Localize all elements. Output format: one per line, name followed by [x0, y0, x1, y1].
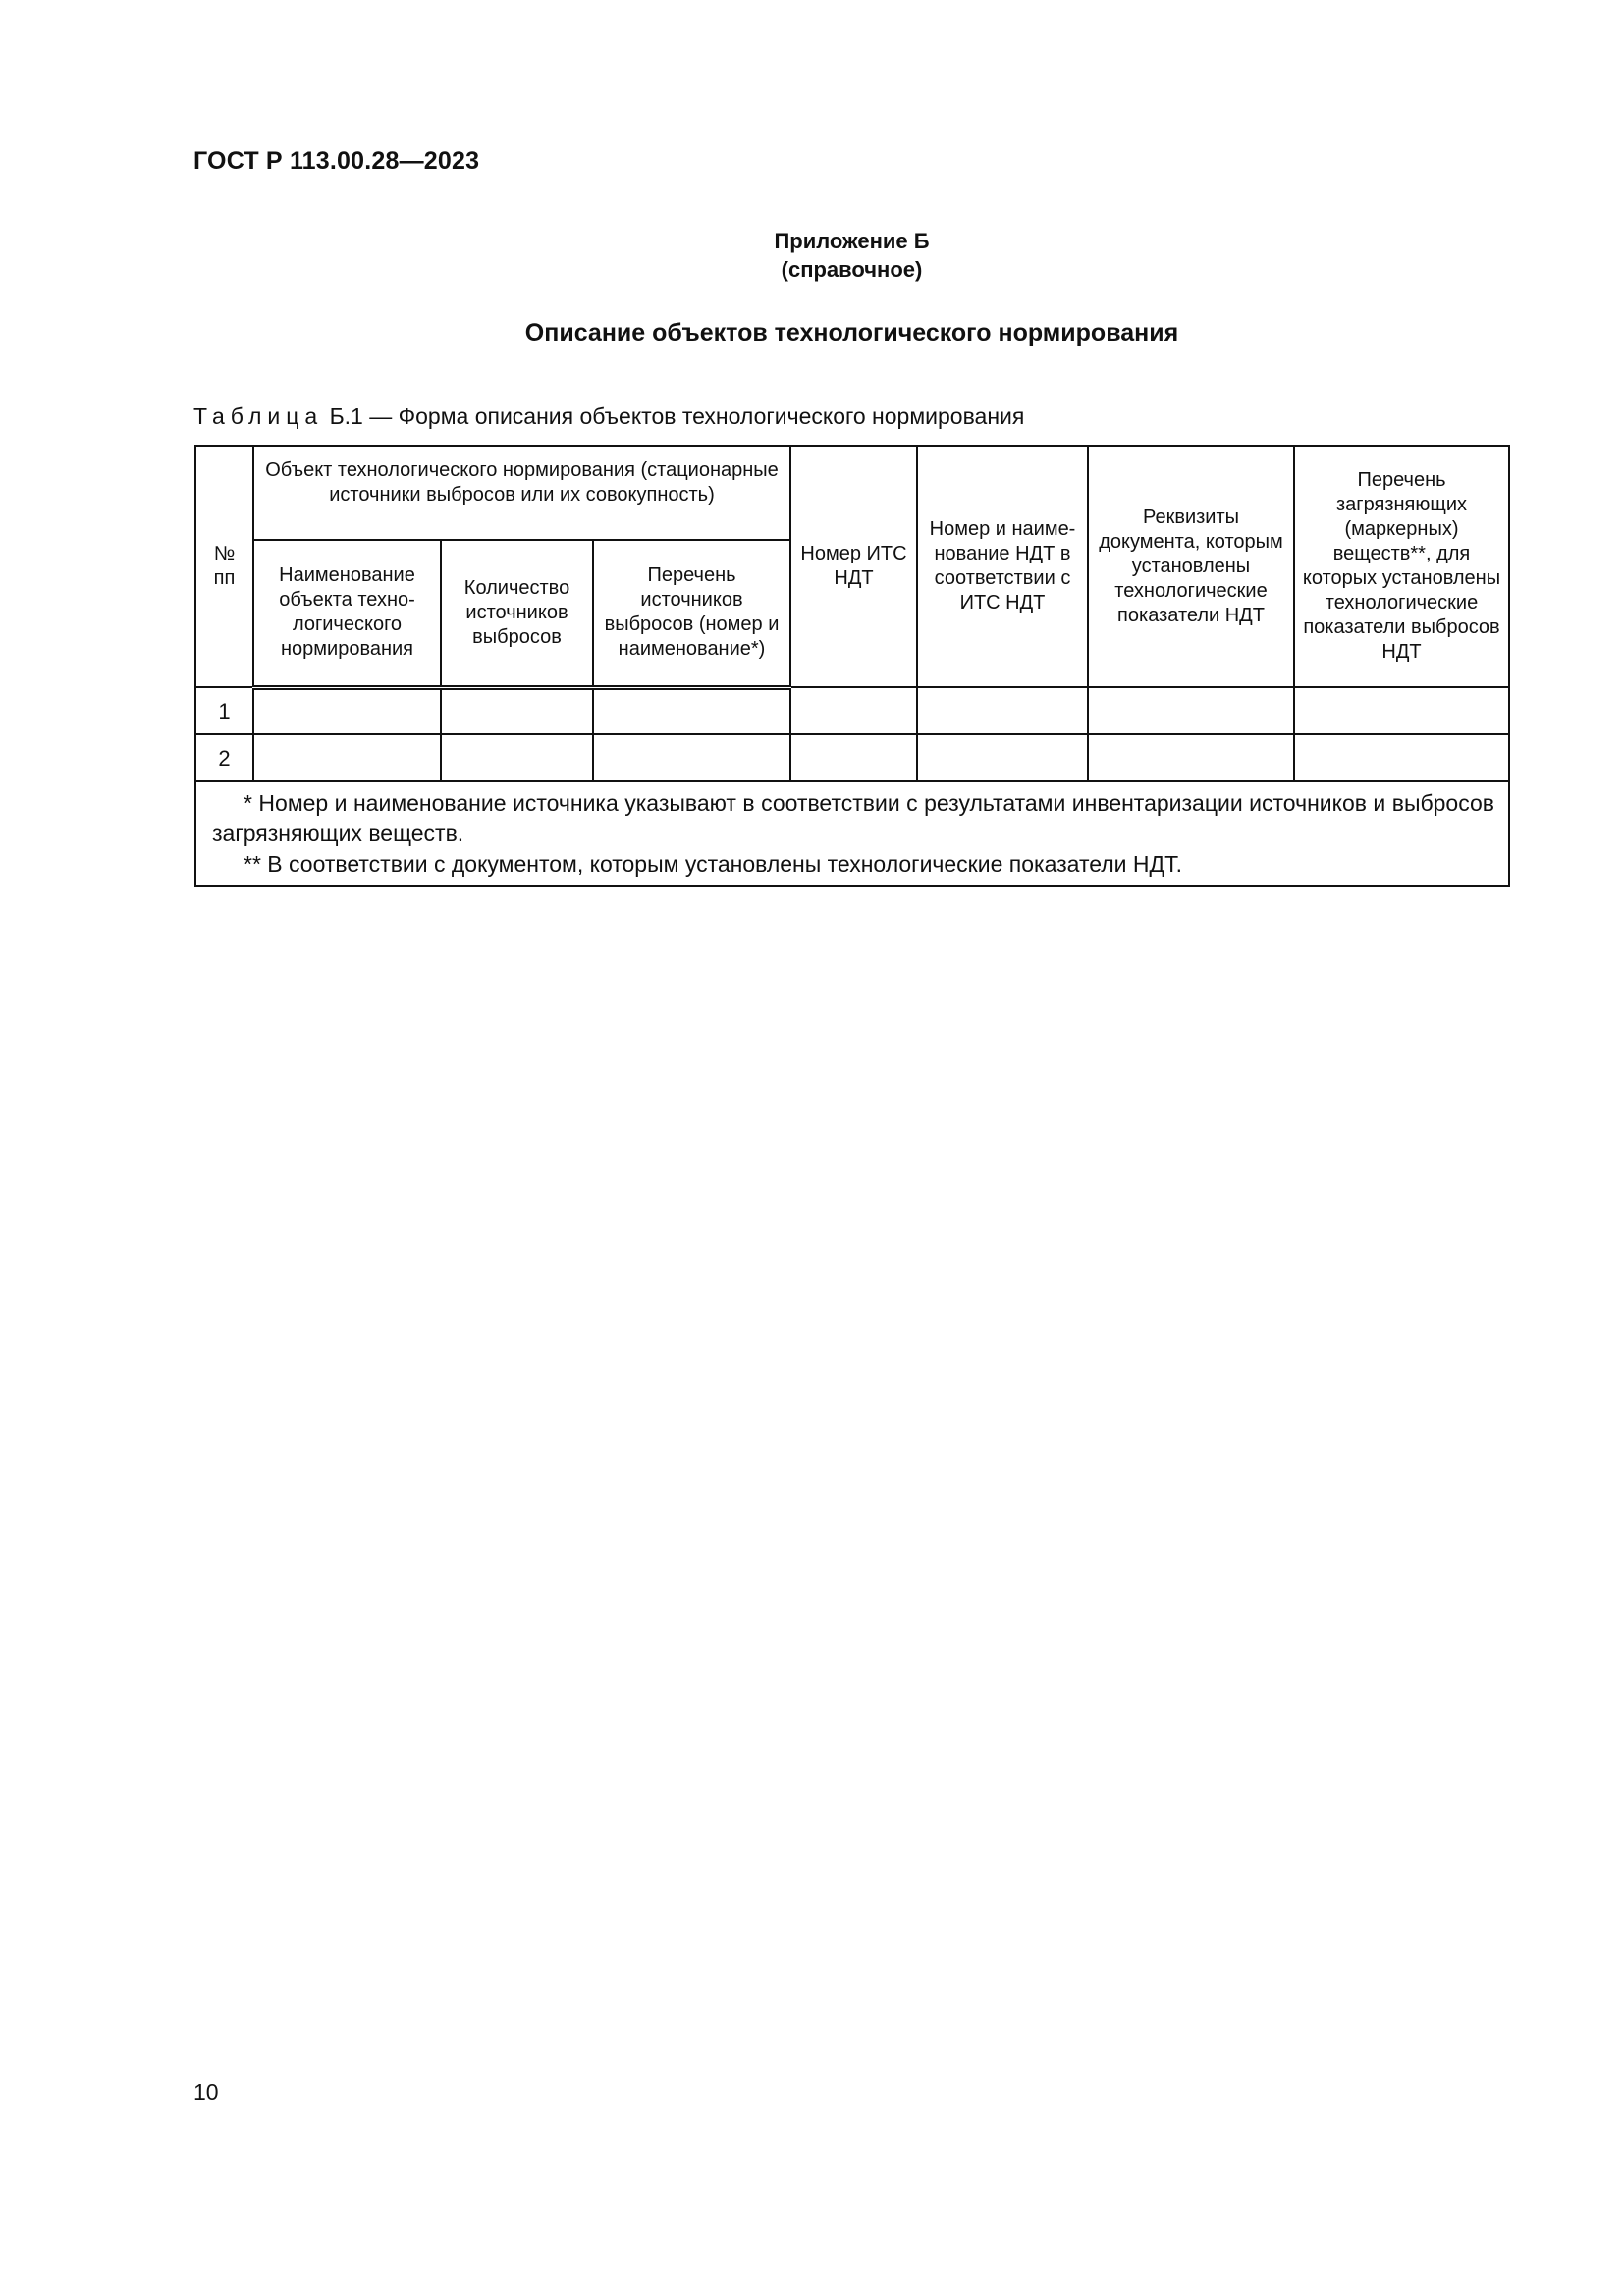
header-num: № пп — [195, 446, 253, 687]
appendix-kind: (справочное) — [781, 257, 923, 282]
row-number: 1 — [195, 687, 253, 734]
table-cell — [593, 734, 790, 781]
footnotes-cell — [195, 781, 1509, 886]
table-caption-prefix: Таблица — [193, 403, 324, 429]
header-sources-list: Перечень источников выбросов (номер и наименование*) — [593, 540, 790, 687]
table-cell — [917, 687, 1088, 734]
table-row — [195, 687, 1509, 734]
footnotes-row — [195, 781, 1509, 886]
header-its-number: Номер ИТС НДТ — [790, 446, 917, 687]
table-cell — [1088, 687, 1294, 734]
table-cell — [1294, 687, 1509, 734]
header-object-name: Наименование объекта техно-логического нормирования — [253, 540, 441, 687]
table-row — [195, 734, 1509, 781]
table-caption-text: Б.1 — Форма описания объектов технологического нормирования — [323, 403, 1025, 429]
appendix-title: Приложение Б — [774, 229, 930, 253]
header-sources-count: Количество источников выбросов — [441, 540, 593, 687]
table-cell — [253, 734, 441, 781]
document-code: ГОСТ Р 113.00.28—2023 — [193, 147, 480, 175]
table-cell — [593, 687, 790, 734]
section-title: Описание объектов технологического нормирования — [524, 319, 1179, 347]
header-pollutants: Перечень загрязняющих (маркерных) веществ**, для которых установлены технологические показатели выбросов НДТ — [1294, 446, 1509, 687]
header-doc-details: Реквизиты документа, которым установлены технологические показатели НДТ — [1088, 446, 1294, 687]
table-cell — [441, 734, 593, 781]
table-cell — [1088, 734, 1294, 781]
row-number: 2 — [195, 734, 253, 781]
table-cell — [253, 687, 441, 734]
header-row-1 — [195, 446, 1509, 540]
table-cell — [790, 687, 917, 734]
table-cell — [790, 734, 917, 781]
footnote-2: ** В соответствии с документом, которым установлены технологические показатели НДТ. — [244, 851, 1182, 877]
table-cell — [441, 687, 593, 734]
footnote-1: * Номер и наименование источника указывают в соответствии с результатами инвентаризации источников и выбросов загрязняющих веществ. — [212, 790, 1494, 846]
objects-form-table — [194, 445, 1510, 887]
header-ndt-name: Номер и наиме-нование НДТ в соответствии с ИТС НДТ — [917, 446, 1088, 687]
table-cell — [1294, 734, 1509, 781]
table-cell — [917, 734, 1088, 781]
header-object-group: Объект технологического нормирования (стационарные источники выбросов или их совокупность) — [253, 446, 790, 540]
page-number: 10 — [193, 2079, 219, 2105]
table-caption — [193, 403, 1024, 430]
